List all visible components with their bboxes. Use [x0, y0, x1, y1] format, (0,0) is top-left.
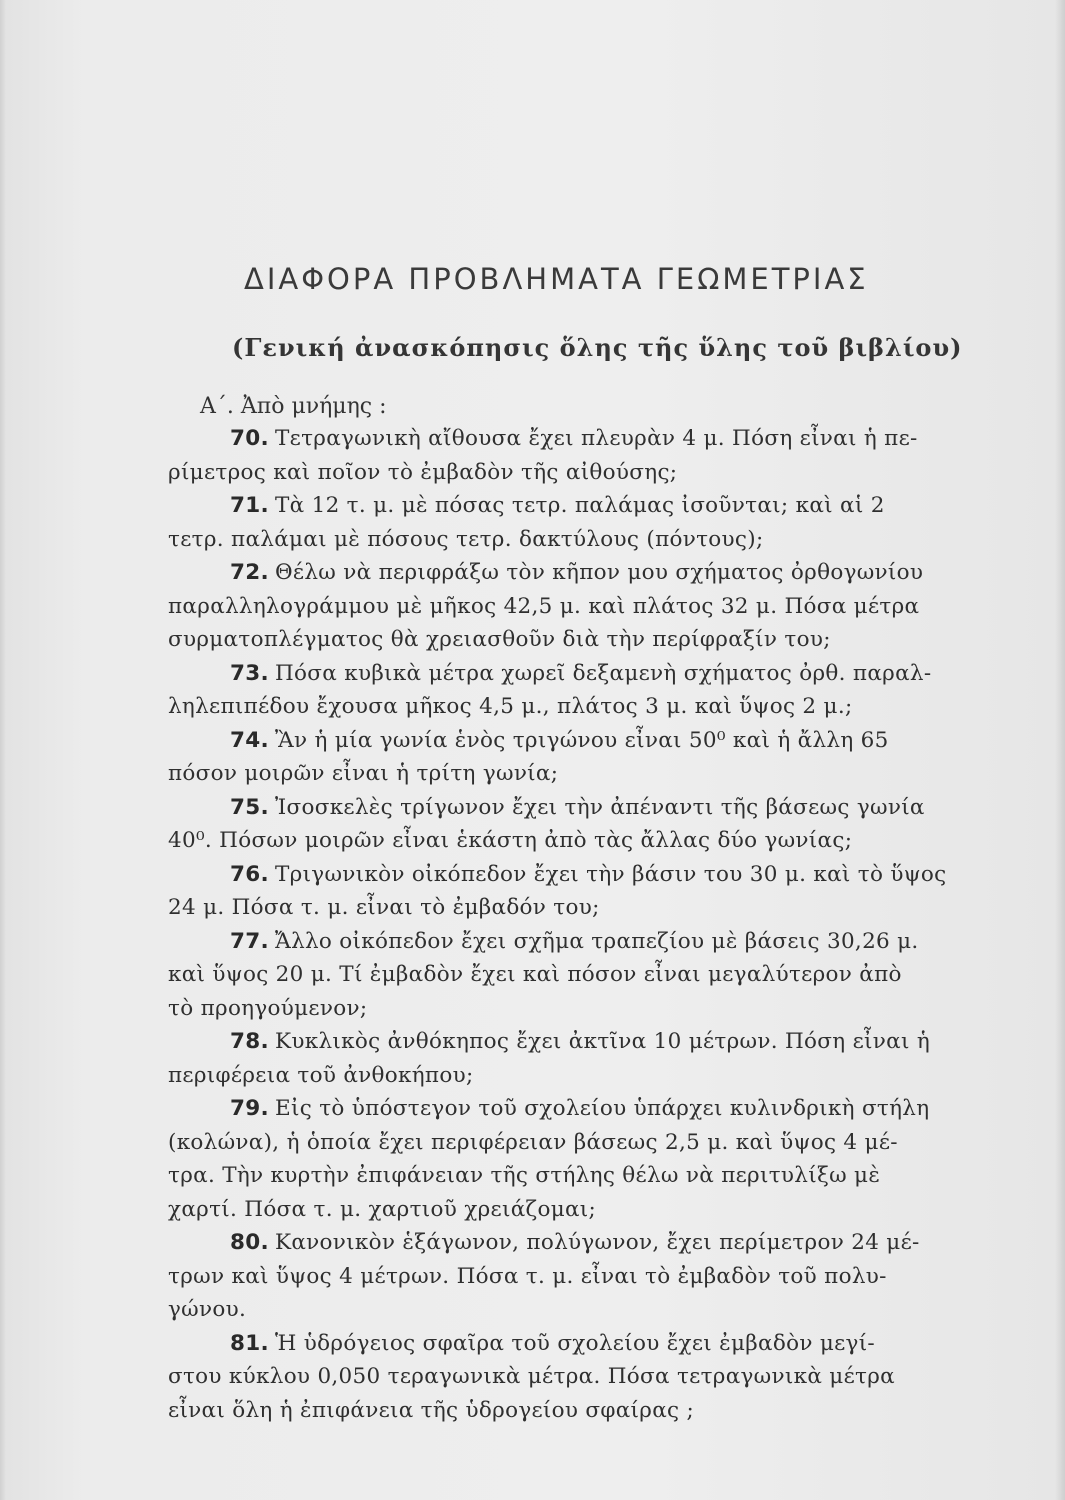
problem-text: Κανονικὸν ἑξάγωνον, πολύγωνον, ἔχει περίμετρον 24 μέ-: [275, 1230, 920, 1255]
problem-first-line: [168, 657, 1065, 691]
problem-first-line: [168, 858, 1065, 892]
problem-text: Ἄλλο οἰκόπεδον ἔχει σχῆμα τραπεζίου μὲ βάσεις 30,26 μ.: [275, 928, 919, 954]
problem-line: τρων καὶ ὕψος 4 μέτρων. Πόσα τ. μ. εἶναι τὸ ἐμβαδὸν τοῦ πολυ-: [168, 1263, 887, 1289]
problem-text: Τετραγωνικὴ αἴθουσα ἔχει πλευρὰν 4 μ. Πόση εἶναι ἡ πε-: [275, 426, 918, 451]
problem-text: Πόσα κυβικὰ μέτρα χωρεῖ δεξαμενὴ σχήματος ὀρθ. παραλ-: [275, 660, 932, 686]
problem-item: [168, 925, 1065, 1026]
problem-number: 75.: [230, 794, 269, 820]
problem-first-line: [168, 1327, 1065, 1361]
problem-item: [168, 858, 1065, 925]
problem-item: [168, 724, 1065, 791]
problem-number: 70.: [230, 426, 269, 451]
problem-line: στου κύκλου 0,050 τεραγωνικὰ μέτρα. Πόσα τετραγωνικὰ μέτρα: [168, 1364, 895, 1389]
problem-item: [168, 422, 1065, 489]
problem-item: [168, 1226, 1065, 1327]
problem-text: Κυκλικὸς ἀνθόκηπος ἔχει ἀκτῖνα 10 μέτρων. Πόση εἶναι ἡ: [275, 1029, 930, 1054]
problem-number: 71.: [230, 493, 269, 518]
problem-item: [168, 791, 1065, 858]
problem-first-line: [168, 489, 1065, 523]
problem-number: 80.: [230, 1230, 269, 1255]
problem-item: [168, 1327, 1065, 1428]
page-left-shadow: [0, 0, 6, 1500]
problem-text: Ἡ ὑδρόγειος σφαῖρα τοῦ σχολείου ἔχει ἐμβαδὸν μεγί-: [275, 1330, 875, 1356]
problem-first-line: [168, 1226, 1065, 1260]
problem-text: Τριγωνικὸν οἰκόπεδον ἔχει τὴν βάσιν του 30 μ. καὶ τὸ ὕψος: [275, 861, 947, 887]
problem-text: Ἂν ἡ μία γωνία ἑνὸς τριγώνου εἶναι 50⁰ καὶ ἡ ἄλλη 65: [275, 727, 889, 753]
problem-first-line: [168, 791, 1065, 825]
problem-line: τὸ προηγούμενον;: [168, 995, 368, 1021]
problem-number: 79.: [230, 1096, 269, 1121]
problem-number: 74.: [230, 727, 269, 753]
problem-first-line: [168, 925, 1065, 959]
problem-text: Θέλω νὰ περιφράξω τὸν κῆπον μου σχήματος ὀρθογωνίου: [275, 560, 924, 585]
problem-line: γώνου.: [168, 1297, 247, 1322]
problem-line: περιφέρεια τοῦ ἀνθοκήπου;: [168, 1062, 474, 1088]
problem-first-line: [168, 1025, 1065, 1059]
problem-line: ρίμετρος καὶ ποῖον τὸ ἐμβαδὸν τῆς αἰθούσης;: [168, 459, 678, 485]
problem-line: χαρτί. Πόσα τ. μ. χαρτιοῦ χρειάζομαι;: [168, 1196, 597, 1222]
problem-text: Τὰ 12 τ. μ. μὲ πόσας τετρ. παλάμας ἰσοῦνται; καὶ αἱ 2: [275, 493, 885, 518]
problem-line: τετρ. παλάμαι μὲ πόσους τετρ. δακτύλους (πόντους);: [168, 526, 764, 552]
problem-line: ληλεπιπέδου ἔχουσα μῆκος 4,5 μ., πλάτος 3 μ. καὶ ὕψος 2 μ.;: [168, 694, 853, 719]
problem-item: [168, 1092, 1065, 1226]
chapter-subtitle: (Γενική ἀνασκόπησις ὅλης τῆς ὕλης τοῦ βιβλίου): [232, 333, 963, 362]
section-heading: Α΄. Ἀπὸ μνήμης :: [200, 394, 387, 419]
chapter-title: ΔΙΑΦΟΡΑ ΠΡΟΒΛΗΜΑΤΑ ΓΕΩΜΕΤΡΙΑΣ: [244, 262, 869, 296]
problem-text: Ἰσοσκελὲς τρίγωνον ἔχει τὴν ἀπέναντι τῆς βάσεως γωνία: [275, 794, 925, 820]
problem-first-line: [168, 556, 1065, 590]
problem-number: 72.: [230, 560, 269, 585]
problem-line: 24 μ. Πόσα τ. μ. εἶναι τὸ ἐμβαδόν του;: [168, 895, 600, 920]
problem-line: (κολώνα), ἡ ὁποία ἔχει περιφέρειαν βάσεως 2,5 μ. καὶ ὕψος 4 μέ-: [168, 1129, 898, 1155]
problem-number: 81.: [230, 1330, 269, 1356]
problem-line: 40⁰. Πόσων μοιρῶν εἶναι ἑκάστη ἀπὸ τὰς ἄλλας δύο γωνίας;: [168, 828, 853, 853]
problem-number: 76.: [230, 861, 269, 887]
problem-item: [168, 657, 1065, 724]
problem-number: 77.: [230, 928, 269, 954]
problem-item: [168, 556, 1065, 657]
problem-first-line: [168, 1092, 1065, 1126]
problem-line: εἶναι ὅλη ἡ ἐπιφάνεια τῆς ὑδρογείου σφαίρας ;: [168, 1397, 695, 1423]
problem-first-line: [168, 724, 1065, 758]
problem-first-line: [168, 422, 1065, 456]
problem-item: [168, 489, 1065, 556]
problem-list: [168, 422, 1065, 1427]
problem-line: καὶ ὕψος 20 μ. Τί ἐμβαδὸν ἔχει καὶ πόσον εἶναι μεγαλύτερον ἀπὸ: [168, 962, 902, 987]
problem-line: πόσον μοιρῶν εἶναι ἡ τρίτη γωνία;: [168, 761, 559, 786]
problem-line: παραλληλογράμμου μὲ μῆκος 42,5 μ. καὶ πλάτος 32 μ. Πόσα μέτρα: [168, 593, 920, 619]
problem-line: συρματοπλέγματος θὰ χρειασθοῦν διὰ τὴν περίφραξίν του;: [168, 627, 831, 652]
problem-line: τρα. Τὴν κυρτὴν ἐπιφάνειαν τῆς στήλης θέλω νὰ περιτυλίξω μὲ: [168, 1163, 881, 1188]
problem-number: 78.: [230, 1029, 269, 1054]
problem-number: 73.: [230, 660, 269, 686]
problem-item: [168, 1025, 1065, 1092]
problem-text: Εἰς τὸ ὑπόστεγον τοῦ σχολείου ὑπάρχει κυλινδρικὴ στήλη: [275, 1096, 930, 1121]
